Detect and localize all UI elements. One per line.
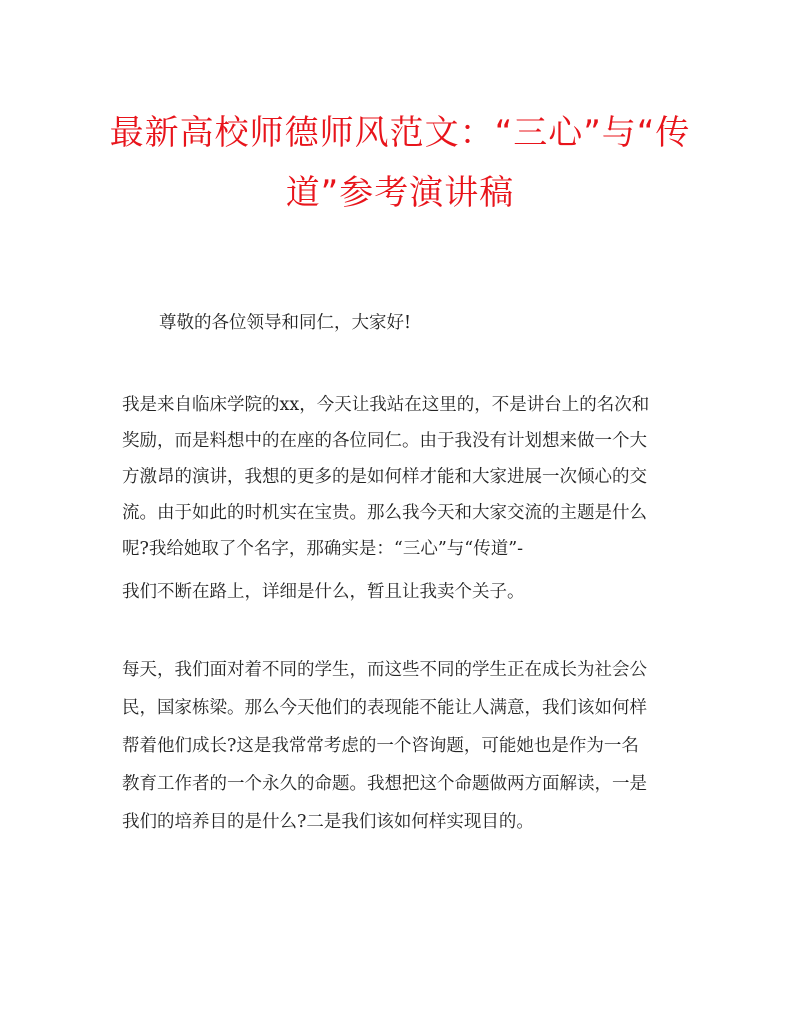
greeting-line: 尊敬的各位领导和同仁，大家好! xyxy=(159,313,412,333)
paragraph-1-line: 奖励，而是料想中的在座的各位同仁。由于我没有计划想来做一个大 xyxy=(122,431,647,451)
paragraph-1-line: 我是来自临床学院的xx，今天让我站在这里的，不是讲台上的名次和 xyxy=(122,395,650,415)
paragraph-2-line: 帮着他们成长?这是我常常考虑的一个咨询题，可能她也是作为一名 xyxy=(122,736,639,756)
paragraph-1-line: 方激昂的演讲，我想的更多的是如何样才能和大家进展一次倾心的交 xyxy=(122,467,647,487)
document-title-line-2: 道”参考演讲稿 xyxy=(285,173,515,213)
paragraph-2-line: 教育工作者的一个永久的命题。我想把这个命题做两方面解读，一是 xyxy=(122,774,647,794)
paragraph-1-line: 呢?我给她取了个名字，那确实是：“三心”与“传道”- xyxy=(122,539,524,559)
paragraph-1-line: 我们不断在路上，详细是什么，暂且让我卖个关子。 xyxy=(122,582,525,602)
paragraph-2-line: 每天，我们面对着不同的学生，而这些不同的学生正在成长为社会公 xyxy=(122,660,647,680)
document-title-line-1: 最新高校师德师风范文：“三心”与“传 xyxy=(109,113,691,153)
paragraph-1-line: 流。由于如此的时机实在宝贵。那么我今天和大家交流的主题是什么 xyxy=(122,503,647,523)
paragraph-2-line: 民，国家栋梁。那么今天他们的表现能不能让人满意，我们该如何样 xyxy=(122,698,647,718)
paragraph-2-line: 我们的培养目的是什么?二是我们该如何样实现目的。 xyxy=(122,812,534,832)
